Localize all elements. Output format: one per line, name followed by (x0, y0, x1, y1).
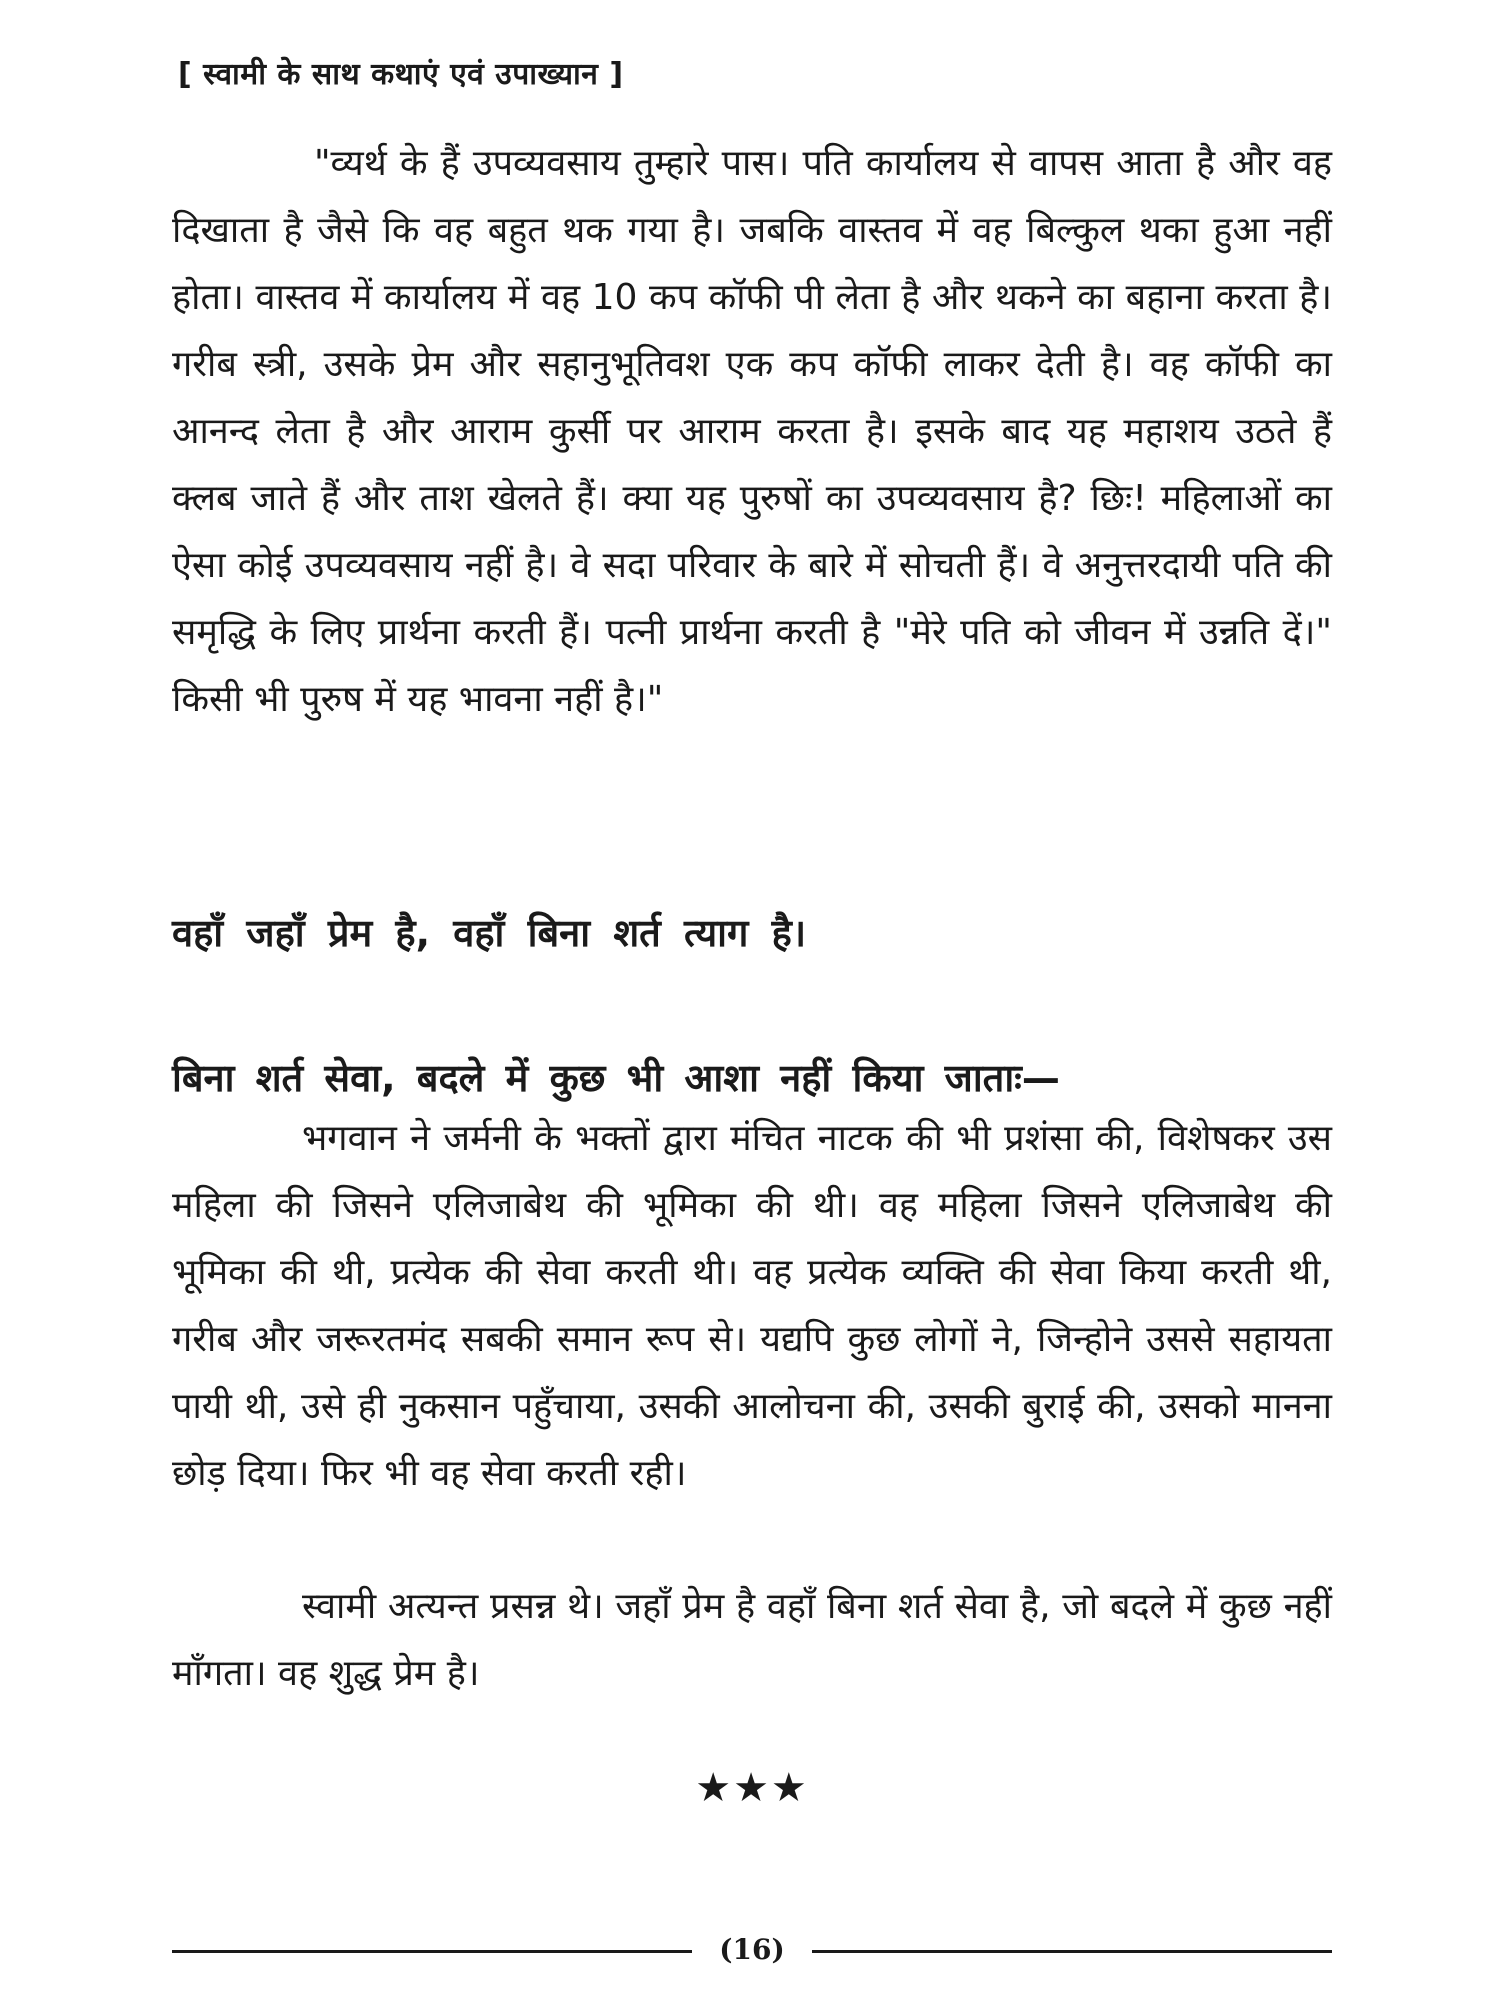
page-number: (16) (719, 1933, 785, 1966)
section-end-stars: ★★★ (695, 1765, 809, 1811)
section-heading-unconditional-service: बिना शर्त सेवा, बदले में कुछ भी आशा नहीं किया जाताः— (172, 1056, 1060, 1100)
running-header-title: [ स्वामी के साथ कथाएं एवं उपाख्यान ] (178, 57, 624, 92)
footer-rule-right (812, 1950, 1332, 1953)
paragraph-elizabeth-role: भगवान ने जर्मनी के भक्तों द्वारा मंचित नाटक की भी प्रशंसा की, विशेषकर उस महिला की जिसने एलिजाबेथ की भूमिका की थी। वह महिला जिसने एलिजाबेथ की भूमिका की थी, प्रत्येक की सेवा करती थी। वह प्रत्येक व्यक्ति की सेवा किया करती थी, गरीब और जरूरतमंद सबकी समान रूप से। यद्यपि कुछ लोगों ने, जिन्होने उससे सहायता पायी थी, उसे ही नुकसान पहुँचाया, उसकी आलोचना की, उसकी बुराई की, उसको मानना छोड़ दिया। फिर भी वह सेवा करती रही। (172, 1118, 1332, 1494)
paragraph-quote-hobbies: "व्यर्थ के हैं उपव्यवसाय तुम्हारे पास। पति कार्यालय से वापस आता है और वह दिखाता है जैसे कि वह बहुत थक गया है। जबकि वास्तव में वह बिल्कुल थका हुआ नहीं होता। वास्तव में कार्यालय में वह 10 कप कॉफी पी लेता है और थकने का बहाना करता है। गरीब स्त्री, उसके प्रेम और सहानुभूतिवश एक कप कॉफी लाकर देती है। वह कॉफी का आनन्द लेता है और आराम कुर्सी पर आराम करता है। इसके बाद यह महाशय उठते हैं क्लब जाते हैं और ताश खेलते हैं। क्या यह पुरुषों का उपव्यवसाय है? छिः! महिलाओं का ऐसा कोई उपव्यवसाय नहीं है। वे सदा परिवार के बारे में सोचती हैं। वे अनुत्तरदायी पति की समृद्धि के लिए प्रार्थना करती हैं। पत्नी प्रार्थना करती है "मेरे पति को जीवन में उन्नति दें।" किसी भी पुरुष में यह भावना नहीं है।" (172, 143, 1332, 720)
paragraph-swami-pleased: स्वामी अत्यन्त प्रसन्न थे। जहाँ प्रेम है वहाँ बिना शर्त सेवा है, जो बदले में कुछ नहीं माँगता। वह शुद्ध प्रेम है। (172, 1586, 1332, 1694)
emphasis-line-sacrifice: वहाँ जहाँ प्रेम है, वहाँ बिना शर्त त्याग है। (172, 911, 807, 955)
page-footer (172, 1930, 1332, 1970)
